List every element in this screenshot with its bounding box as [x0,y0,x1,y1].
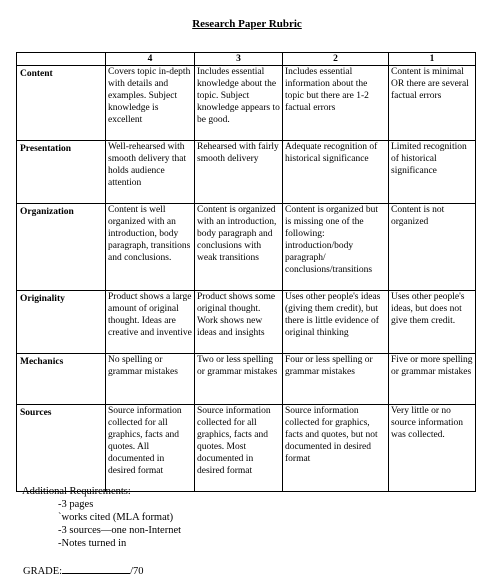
additional-requirements [22,485,181,550]
criteria-cell: Rehearsed with fairly smooth delivery [195,141,283,204]
criteria-cell: Includes essential information about the topic but there are 1-2 factual errors [283,66,389,141]
criteria-cell: No spelling or grammar mistakes [106,354,195,405]
category-label: Presentation [17,141,106,204]
criteria-cell: Content is minimal OR there are several factual errors [389,66,476,141]
document-title: Research Paper Rubric [192,18,302,30]
category-label: Content [17,66,106,141]
criteria-cell: Adequate recognition of historical significance [283,141,389,204]
criteria-cell: Content is well organized with an introduction, body paragraph, transitions and conclusions. [106,204,195,291]
list-item: -3 pages [58,499,94,510]
table-row [17,66,476,141]
header-cell-score-1: 1 [389,53,476,66]
grade-label: GRADE: [23,566,63,577]
category-label: Originality [17,291,106,354]
header-cell-score-3: 3 [195,53,283,66]
criteria-cell: Five or more spelling or grammar mistakes [389,354,476,405]
list-item: -Notes turned in [58,538,127,549]
criteria-cell: Covers topic in-depth with details and examples. Subject knowledge is excellent [106,66,195,141]
criteria-cell: Very little or no source information was collected. [389,405,476,492]
rubric-table [16,52,476,492]
criteria-cell: Content is not organized [389,204,476,291]
criteria-cell: Two or less spelling or grammar mistakes [195,354,283,405]
table-row [17,291,476,354]
header-cell-score-4: 4 [106,53,195,66]
grade-total: /70 [130,566,144,577]
criteria-cell: Product shows a large amount of original thought. Ideas are creative and inventive [106,291,195,354]
criteria-cell: Source information collected for all graphics, facts and quotes. Most documented in desired format [195,405,283,492]
criteria-cell: Limited recognition of historical significance [389,141,476,204]
header-cell-category [17,53,106,66]
criteria-cell: Source information collected for all graphics, facts and quotes. All documented in desired format [106,405,195,492]
list-item: -3 sources—one non-Internet [58,525,182,536]
table-row [17,354,476,405]
header-cell-score-2: 2 [283,53,389,66]
criteria-cell: Source information collected for graphics, facts and quotes, but not documented in desired format [283,405,389,492]
table-row [17,204,476,291]
criteria-cell: Four or less spelling or grammar mistakes [283,354,389,405]
requirements-list [22,498,181,550]
category-label: Sources [17,405,106,492]
table-row [17,405,476,492]
criteria-cell: Content is organized but is missing one of the following: introduction/body paragraph/ conclusions/transitions [283,204,389,291]
criteria-cell: Includes essential knowledge about the topic. Subject knowledge appears to be good. [195,66,283,141]
criteria-cell: Well-rehearsed with smooth delivery that holds audience attention [106,141,195,204]
category-label: Organization [17,204,106,291]
header-row [17,53,476,66]
table-row [17,141,476,204]
criteria-cell: Uses other people's ideas (giving them credit), but there is little evidence of original thinking [283,291,389,354]
additional-requirements-heading: Additional Requirements: [22,486,131,497]
criteria-cell: Product shows some original thought. Work shows new ideas and insights [195,291,283,354]
grade-blank[interactable] [62,563,130,574]
list-item: `works cited (MLA format) [58,512,174,523]
grade-line [23,563,144,578]
category-label: Mechanics [17,354,106,405]
criteria-cell: Content is organized with an introduction, body paragraph and conclusions with weak transitions [195,204,283,291]
criteria-cell: Uses other people's ideas, but does not give them credit. [389,291,476,354]
